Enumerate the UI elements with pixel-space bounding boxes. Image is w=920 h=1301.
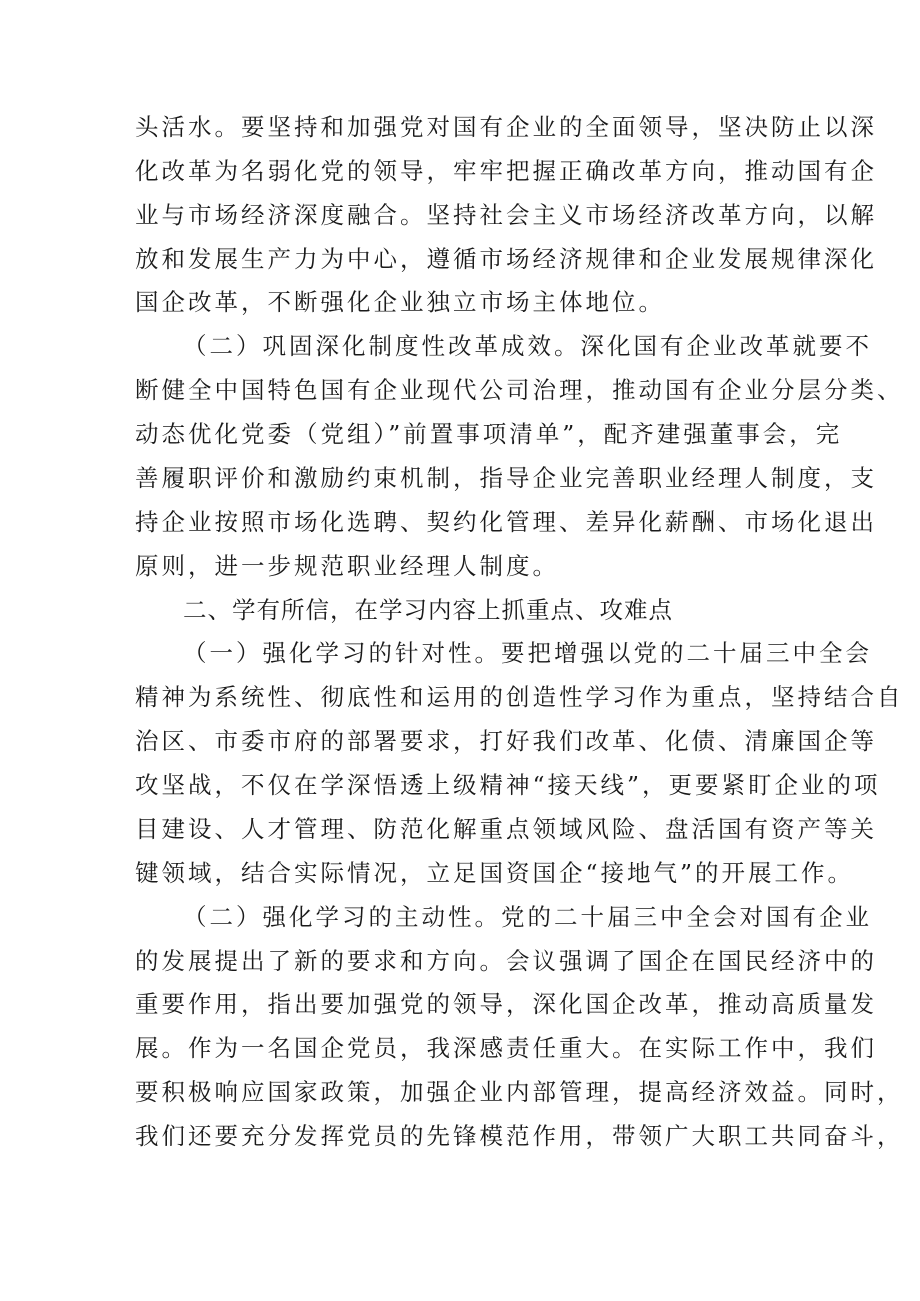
paragraph-3-line-6: 键领域，结合实际情况，立足国资国企“接地气”的开展工作。 [135,859,855,887]
paragraph-2-line-6: 原则，进一步规范职业经理人制度。 [135,552,559,580]
paragraph-1-line-2: 化改革为名弱化党的领导，牢牢把握正确改革方向，推动国有企 [135,157,877,185]
paragraph-4-line-3: 重要作用，指出要加强党的领导，深化国企改革，推动高质量发 [135,990,877,1018]
paragraph-1-line-1: 头活水。要坚持和加强党对国有企业的全面领导，坚决防止以深 [135,113,877,141]
paragraph-4-line-2: 的发展提出了新的要求和方向。会议强调了国企在国民经济中的 [135,947,877,975]
paragraph-3-line-1: （一）强化学习的针对性。要把增强以党的二十届三中全会 [183,639,872,667]
paragraph-3-line-3: 治区、市委市府的部署要求，打好我们改革、化债、清廉国企等 [135,727,877,755]
paragraph-2-line-3: 动态优化党委（党组）”前置事项清单”，配齐建强董事会，完 [135,420,843,448]
paragraph-1-line-3: 业与市场经济深度融合。坚持社会主义市场经济改革方向，以解 [135,201,877,229]
paragraph-2-line-2: 断健全中国特色国有企业现代公司治理，推动国有企业分层分类、 [135,376,904,404]
paragraph-4-line-4: 展。作为一名国企党员，我深感责任重大。在实际工作中，我们 [135,1034,877,1062]
paragraph-4-line-1: （二）强化学习的主动性。党的二十届三中全会对国有企业 [183,903,872,931]
paragraph-4-line-6: 我们还要充分发挥党员的先锋模范作用，带领广大职工共同奋斗， [135,1122,904,1150]
paragraph-2-line-1: （二）巩固深化制度性改革成效。深化国有企业改革就要不 [183,332,872,360]
paragraph-3-line-2: 精神为系统性、彻底性和运用的创造性学习作为重点，坚持结合自 [135,683,904,711]
paragraph-1-line-4: 放和发展生产力为中心，遵循市场经济规律和企业发展规律深化 [135,245,877,273]
paragraph-3-line-5: 目建设、人才管理、防范化解重点领域风险、盘活国有资产等关 [135,815,877,843]
paragraph-1-line-5: 国企改革，不断强化企业独立市场主体地位。 [135,288,665,316]
section-heading: 二、学有所信，在学习内容上抓重点、攻难点 [183,596,673,624]
paragraph-2-line-4: 善履职评价和激励约束机制，指导企业完善职业经理人制度，支 [135,464,877,492]
paragraph-2-line-5: 持企业按照市场化选聘、契约化管理、差异化薪酬、市场化退出 [135,508,877,536]
paragraph-3-line-4: 攻坚战，不仅在学深悟透上级精神“接天线”，更要紧盯企业的项 [135,771,881,799]
paragraph-4-line-5: 要积极响应国家政策，加强企业内部管理，提高经济效益。同时， [135,1078,904,1106]
